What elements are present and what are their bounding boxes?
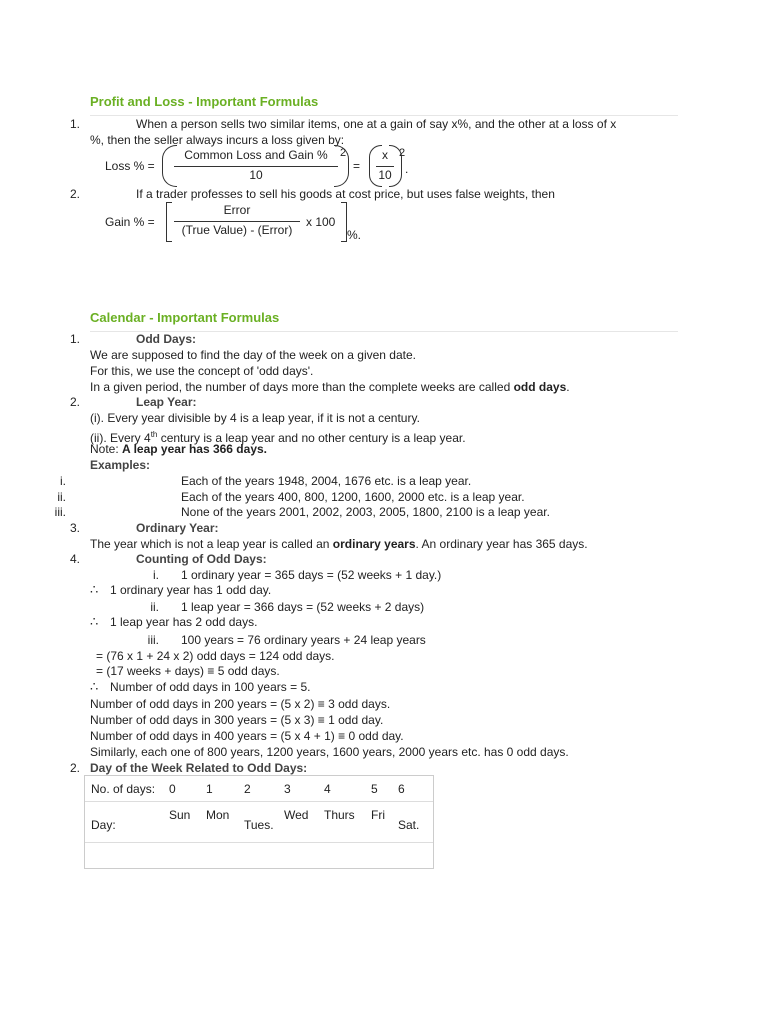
list-number: 1. bbox=[69, 332, 80, 346]
table-cell: 6 bbox=[398, 776, 433, 802]
list-number: 4. bbox=[69, 552, 80, 566]
note-text bbox=[90, 442, 267, 457]
calc-text: 1 leap year = 366 days = (52 weeks + 2 days) bbox=[181, 600, 425, 614]
calc-text: = (17 weeks + days) ≡ 5 odd days. bbox=[96, 664, 280, 678]
list-number: iii. bbox=[147, 633, 159, 647]
table-row bbox=[85, 802, 433, 842]
paragraph-text: (i). Every year divisible by 4 is a leap year, if it is not a century. bbox=[90, 411, 420, 425]
formula-suffix: %. bbox=[347, 228, 362, 242]
table-cell: 1 bbox=[206, 776, 244, 802]
subheading-ordinary-year: Ordinary Year: bbox=[136, 521, 219, 535]
paragraph-text: We are supposed to find the day of the week on a given date. bbox=[90, 348, 416, 362]
calc-text: = (76 x 1 + 24 x 2) odd days = 124 odd days. bbox=[96, 649, 335, 663]
formula-lhs: Loss % = bbox=[105, 159, 155, 173]
table-cell: 4 bbox=[324, 776, 371, 802]
list-number: ii. bbox=[57, 490, 66, 504]
list-number: 3. bbox=[69, 521, 80, 535]
calc-result: 1 leap year has 2 odd days. bbox=[110, 615, 258, 629]
list-number: 2. bbox=[69, 187, 80, 201]
text-run: Note: bbox=[90, 442, 123, 456]
paragraph-text: Similarly, each one of 800 years, 1200 years, 1600 years, 2000 years etc. has 0 odd days. bbox=[90, 745, 569, 759]
paragraph-text: When a person sells two similar items, one at a gain of say x%, and the other at a loss of x bbox=[136, 117, 617, 131]
subheading-counting-odd-days: Counting of Odd Days: bbox=[136, 552, 267, 566]
exponent: 2 bbox=[399, 147, 406, 159]
text-run: In a given period, the number of days more than the complete weeks are called bbox=[90, 380, 514, 394]
table-cell: Mon bbox=[206, 808, 230, 822]
table-cell: 5 bbox=[371, 776, 398, 802]
table-row bbox=[85, 776, 433, 802]
calc-text: 100 years = 76 ordinary years + 24 leap years bbox=[181, 633, 426, 647]
open-bracket-icon bbox=[166, 202, 172, 242]
text-run: . An ordinary year has 365 days. bbox=[415, 537, 588, 551]
table-row bbox=[85, 842, 433, 868]
exponent: 2 bbox=[340, 147, 347, 159]
list-number: i. bbox=[153, 568, 159, 582]
section-heading-calendar: Calendar - Important Formulas bbox=[90, 310, 280, 325]
period: . bbox=[405, 162, 409, 176]
calc-text: Number of odd days in 300 years = (5 x 3) ≡ 1 odd day. bbox=[90, 713, 384, 727]
table-cell: 2 bbox=[244, 776, 284, 802]
fraction-numerator: x bbox=[382, 148, 388, 162]
subheading-odd-days: Odd Days: bbox=[136, 332, 197, 346]
list-number: 1. bbox=[69, 117, 80, 131]
formula-lhs: Gain % = bbox=[105, 215, 155, 229]
bold-term: ordinary years bbox=[332, 537, 416, 551]
table-cell: Thurs bbox=[324, 808, 355, 822]
bold-term: A leap year has 366 days. bbox=[122, 442, 267, 456]
calc-text: Number of odd days in 200 years = (5 x 2) ≡ 3 odd days. bbox=[90, 697, 391, 711]
calc-text: 1 ordinary year = 365 days = (52 weeks + 1 day.) bbox=[181, 568, 442, 582]
section-divider bbox=[90, 115, 678, 116]
table-cell: Sun bbox=[169, 808, 191, 822]
examples-label: Examples: bbox=[90, 458, 151, 472]
table-empty-row bbox=[85, 842, 433, 868]
paragraph-text: For this, we use the concept of 'odd days'. bbox=[90, 364, 314, 378]
superscript: th bbox=[150, 430, 158, 439]
fraction-denominator: 10 bbox=[249, 168, 263, 182]
formula-multiplier: x 100 bbox=[306, 215, 336, 229]
subheading-day-of-week: Day of the Week Related to Odd Days: bbox=[90, 761, 308, 775]
section-heading-profit-loss: Profit and Loss - Important Formulas bbox=[90, 94, 319, 109]
calc-text: Number of odd days in 400 years = (5 x 4 + 1) ≡ 0 odd day. bbox=[90, 729, 404, 743]
table-cell: Tues. bbox=[244, 818, 274, 832]
list-number: i. bbox=[60, 474, 66, 488]
list-number: 2. bbox=[69, 761, 80, 775]
table-row-label: No. of days: bbox=[85, 776, 169, 802]
example-text: Each of the years 400, 800, 1200, 1600, 2000 etc. is a leap year. bbox=[181, 490, 525, 504]
paragraph-text bbox=[90, 380, 570, 395]
table-cell: Sat. bbox=[398, 818, 420, 832]
paragraph-text bbox=[90, 537, 588, 552]
therefore-icon: ∴ bbox=[90, 679, 99, 694]
text-run: The year which is not a leap year is called an bbox=[90, 537, 333, 551]
example-text: Each of the years 1948, 2004, 1676 etc. is a leap year. bbox=[181, 474, 472, 488]
text-run: century is a leap year and no other century is a leap year. bbox=[157, 431, 466, 445]
fraction-bar bbox=[174, 221, 300, 222]
therefore-icon: ∴ bbox=[90, 582, 99, 597]
table-cell: 0 bbox=[169, 776, 206, 802]
subheading-leap-year: Leap Year: bbox=[136, 395, 197, 409]
table-row-label: Day: bbox=[91, 818, 116, 832]
example-text: None of the years 2001, 2002, 2003, 2005, 1800, 2100 is a leap year. bbox=[181, 505, 550, 519]
fraction-numerator: Error bbox=[223, 203, 251, 217]
calc-result: 1 ordinary year has 1 odd day. bbox=[110, 583, 272, 597]
fraction-denominator: (True Value) - (Error) bbox=[181, 223, 293, 237]
list-number: ii. bbox=[150, 600, 159, 614]
equals-sign: = bbox=[353, 159, 361, 173]
table-cell: 3 bbox=[284, 776, 324, 802]
table-cell: Fri bbox=[371, 808, 385, 822]
therefore-icon: ∴ bbox=[90, 614, 99, 629]
paragraph-text: If a trader professes to sell his goods at cost price, but uses false weights, then bbox=[136, 187, 555, 201]
text-run: (ii). Every 4 bbox=[90, 431, 151, 445]
fraction-bar bbox=[174, 166, 338, 167]
fraction-numerator: Common Loss and Gain % bbox=[184, 148, 328, 162]
table-cell: Wed bbox=[284, 808, 309, 822]
fraction-denominator: 10 bbox=[378, 168, 392, 182]
calc-result: Number of odd days in 100 years = 5. bbox=[110, 680, 311, 694]
text-run: . bbox=[566, 380, 570, 394]
list-number: 2. bbox=[69, 395, 80, 409]
list-number: iii. bbox=[54, 505, 66, 519]
paragraph-text: %, then the seller always incurs a loss given by: bbox=[90, 133, 345, 147]
odd-days-table bbox=[84, 775, 434, 869]
bold-term: odd days bbox=[513, 380, 567, 394]
